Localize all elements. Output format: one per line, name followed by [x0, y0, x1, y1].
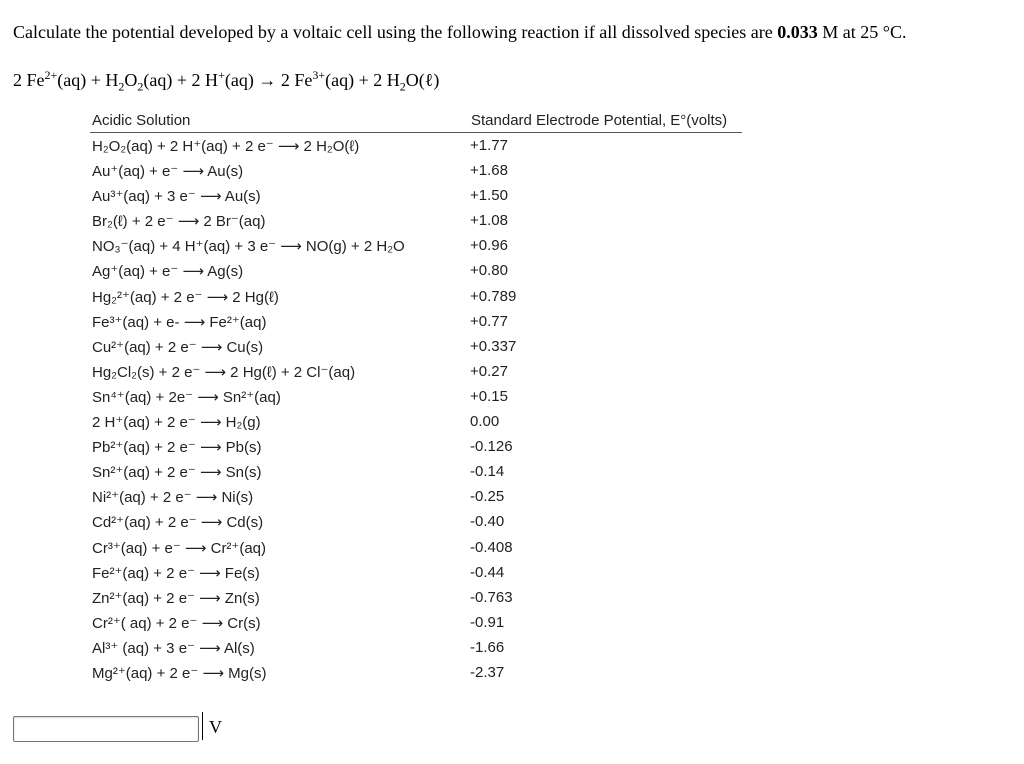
reaction-part: 2 Fe	[13, 70, 45, 90]
question-suffix: M at 25 °C.	[817, 22, 907, 42]
half-reaction: Cu²⁺(aq) + 2 e⁻ ⟶ Cu(s)	[92, 338, 264, 356]
half-reaction: Br₂(ℓ) + 2 e⁻ ⟶ 2 Br⁻(aq)	[92, 213, 266, 231]
header-standard-potential: Standard Electrode Potential, E°(volts)	[471, 112, 728, 129]
half-reaction: Fe³⁺(aq) + e- ⟶ Fe²⁺(aq)	[92, 313, 267, 331]
half-reaction: Pb²⁺(aq) + 2 e⁻ ⟶ Pb(s)	[92, 439, 262, 457]
half-reaction: NO₃⁻(aq) + 4 H⁺(aq) + 3 e⁻ ⟶ NO(g) + 2 H₂O	[92, 238, 405, 256]
half-reaction: Hg₂²⁺(aq) + 2 e⁻ ⟶ 2 Hg(ℓ)	[92, 288, 279, 306]
electrode-potential: +0.80	[470, 262, 508, 280]
electrode-potential: +0.337	[470, 337, 517, 355]
reaction-superscript: +	[218, 68, 225, 82]
question-text	[13, 19, 906, 45]
electrode-potential: 0.00	[470, 413, 500, 431]
reaction-part: (aq) + 2 H	[325, 70, 400, 90]
reaction-part: O(ℓ)	[405, 70, 440, 90]
half-reaction: Sn²⁺(aq) + 2 e⁻ ⟶ Sn(s)	[92, 464, 262, 482]
table-row	[90, 484, 742, 509]
reaction-superscript: 3+	[312, 68, 326, 82]
electrode-potential: -1.66	[470, 638, 505, 656]
electrode-potential: -0.126	[470, 438, 513, 456]
half-reaction: Au⁺(aq) + e⁻ ⟶ Au(s)	[92, 163, 244, 181]
electrode-potential: +1.68	[470, 162, 508, 180]
table-row	[90, 384, 742, 409]
table-row	[90, 258, 742, 283]
half-reaction: Fe²⁺(aq) + 2 e⁻ ⟶ Fe(s)	[92, 564, 260, 582]
electrode-potential: -0.25	[470, 488, 505, 506]
half-reaction: Cr³⁺(aq) + e⁻ ⟶ Cr²⁺(aq)	[92, 539, 267, 557]
half-reaction: Zn²⁺(aq) + 2 e⁻ ⟶ Zn(s)	[92, 589, 260, 607]
table-row	[90, 535, 742, 560]
electrode-potential: -0.14	[470, 463, 505, 481]
table-row	[90, 560, 742, 585]
header-acidic-solution: Acidic Solution	[92, 112, 191, 129]
half-reaction: Cd²⁺(aq) + 2 e⁻ ⟶ Cd(s)	[92, 514, 264, 532]
table-row	[90, 309, 742, 334]
half-reaction: Ni²⁺(aq) + 2 e⁻ ⟶ Ni(s)	[92, 489, 254, 507]
electrode-potential: -0.763	[470, 588, 513, 606]
electrode-potential: +0.789	[470, 287, 517, 305]
half-reaction: 2 H⁺(aq) + 2 e⁻ ⟶ H₂(g)	[92, 414, 261, 432]
half-reaction: Al³⁺ (aq) + 3 e⁻ ⟶ Al(s)	[92, 639, 255, 657]
concentration-value: 0.033	[777, 22, 818, 42]
table-row	[90, 509, 742, 534]
electrode-potential: +0.15	[470, 387, 508, 405]
electrode-potential: -0.408	[470, 538, 513, 556]
reaction-part: O	[124, 70, 138, 90]
electrode-potential: -2.37	[470, 663, 505, 681]
half-reaction: Hg₂Cl₂(s) + 2 e⁻ ⟶ 2 Hg(ℓ) + 2 Cl⁻(aq)	[92, 363, 356, 381]
table-row	[90, 233, 742, 258]
electrode-potential: +0.77	[470, 312, 508, 330]
half-reaction: Cr²⁺( aq) + 2 e⁻ ⟶ Cr(s)	[92, 614, 261, 632]
reaction-subscript: 2	[118, 79, 125, 94]
table-row	[90, 660, 742, 685]
table-row	[90, 635, 742, 660]
table-row	[90, 208, 742, 233]
unit-label: V	[202, 712, 222, 740]
reaction-part: (aq) → 2 Fe	[224, 70, 313, 90]
table-row	[90, 585, 742, 610]
electrode-potential: -0.91	[470, 613, 505, 631]
table-row	[90, 284, 742, 309]
electrode-potential: -0.44	[470, 563, 505, 581]
electrode-potential: +1.77	[470, 137, 508, 154]
table-row	[90, 158, 742, 183]
half-reaction: Au³⁺(aq) + 3 e⁻ ⟶ Au(s)	[92, 188, 261, 206]
table-row	[90, 409, 742, 434]
table-row	[90, 133, 742, 158]
half-reaction: Sn⁴⁺(aq) + 2e⁻ ⟶ Sn²⁺(aq)	[92, 388, 281, 406]
table-body	[90, 133, 742, 685]
reaction-part: (aq) + 2 H	[143, 70, 219, 90]
reaction-superscript: 2+	[44, 68, 58, 82]
table-row	[90, 183, 742, 208]
half-reaction: Ag⁺(aq) + e⁻ ⟶ Ag(s)	[92, 263, 244, 281]
electrode-potential: +1.50	[470, 187, 508, 205]
table-header	[90, 110, 742, 133]
table-row	[90, 610, 742, 635]
table-row	[90, 434, 742, 459]
table-row	[90, 459, 742, 484]
electrode-potential: +0.96	[470, 237, 508, 255]
electrode-potential: +0.27	[470, 362, 508, 380]
reaction-subscript: 2	[137, 79, 144, 94]
reduction-potential-table	[90, 110, 742, 685]
electrode-potential: -0.40	[470, 513, 505, 531]
reaction-subscript: 2	[399, 79, 406, 94]
overall-reaction	[13, 62, 439, 100]
reaction-part: (aq) + H	[57, 70, 119, 90]
table-row	[90, 359, 742, 384]
electrode-potential: +1.08	[470, 212, 508, 230]
half-reaction: H₂O₂(aq) + 2 H⁺(aq) + 2 e⁻ ⟶ 2 H₂O(ℓ)	[92, 138, 360, 155]
half-reaction: Mg²⁺(aq) + 2 e⁻ ⟶ Mg(s)	[92, 664, 267, 682]
table-row	[90, 334, 742, 359]
question-prefix: Calculate the potential developed by a voltaic cell using the following reaction if all dissolved species are	[13, 22, 778, 42]
answer-input[interactable]	[13, 716, 199, 742]
